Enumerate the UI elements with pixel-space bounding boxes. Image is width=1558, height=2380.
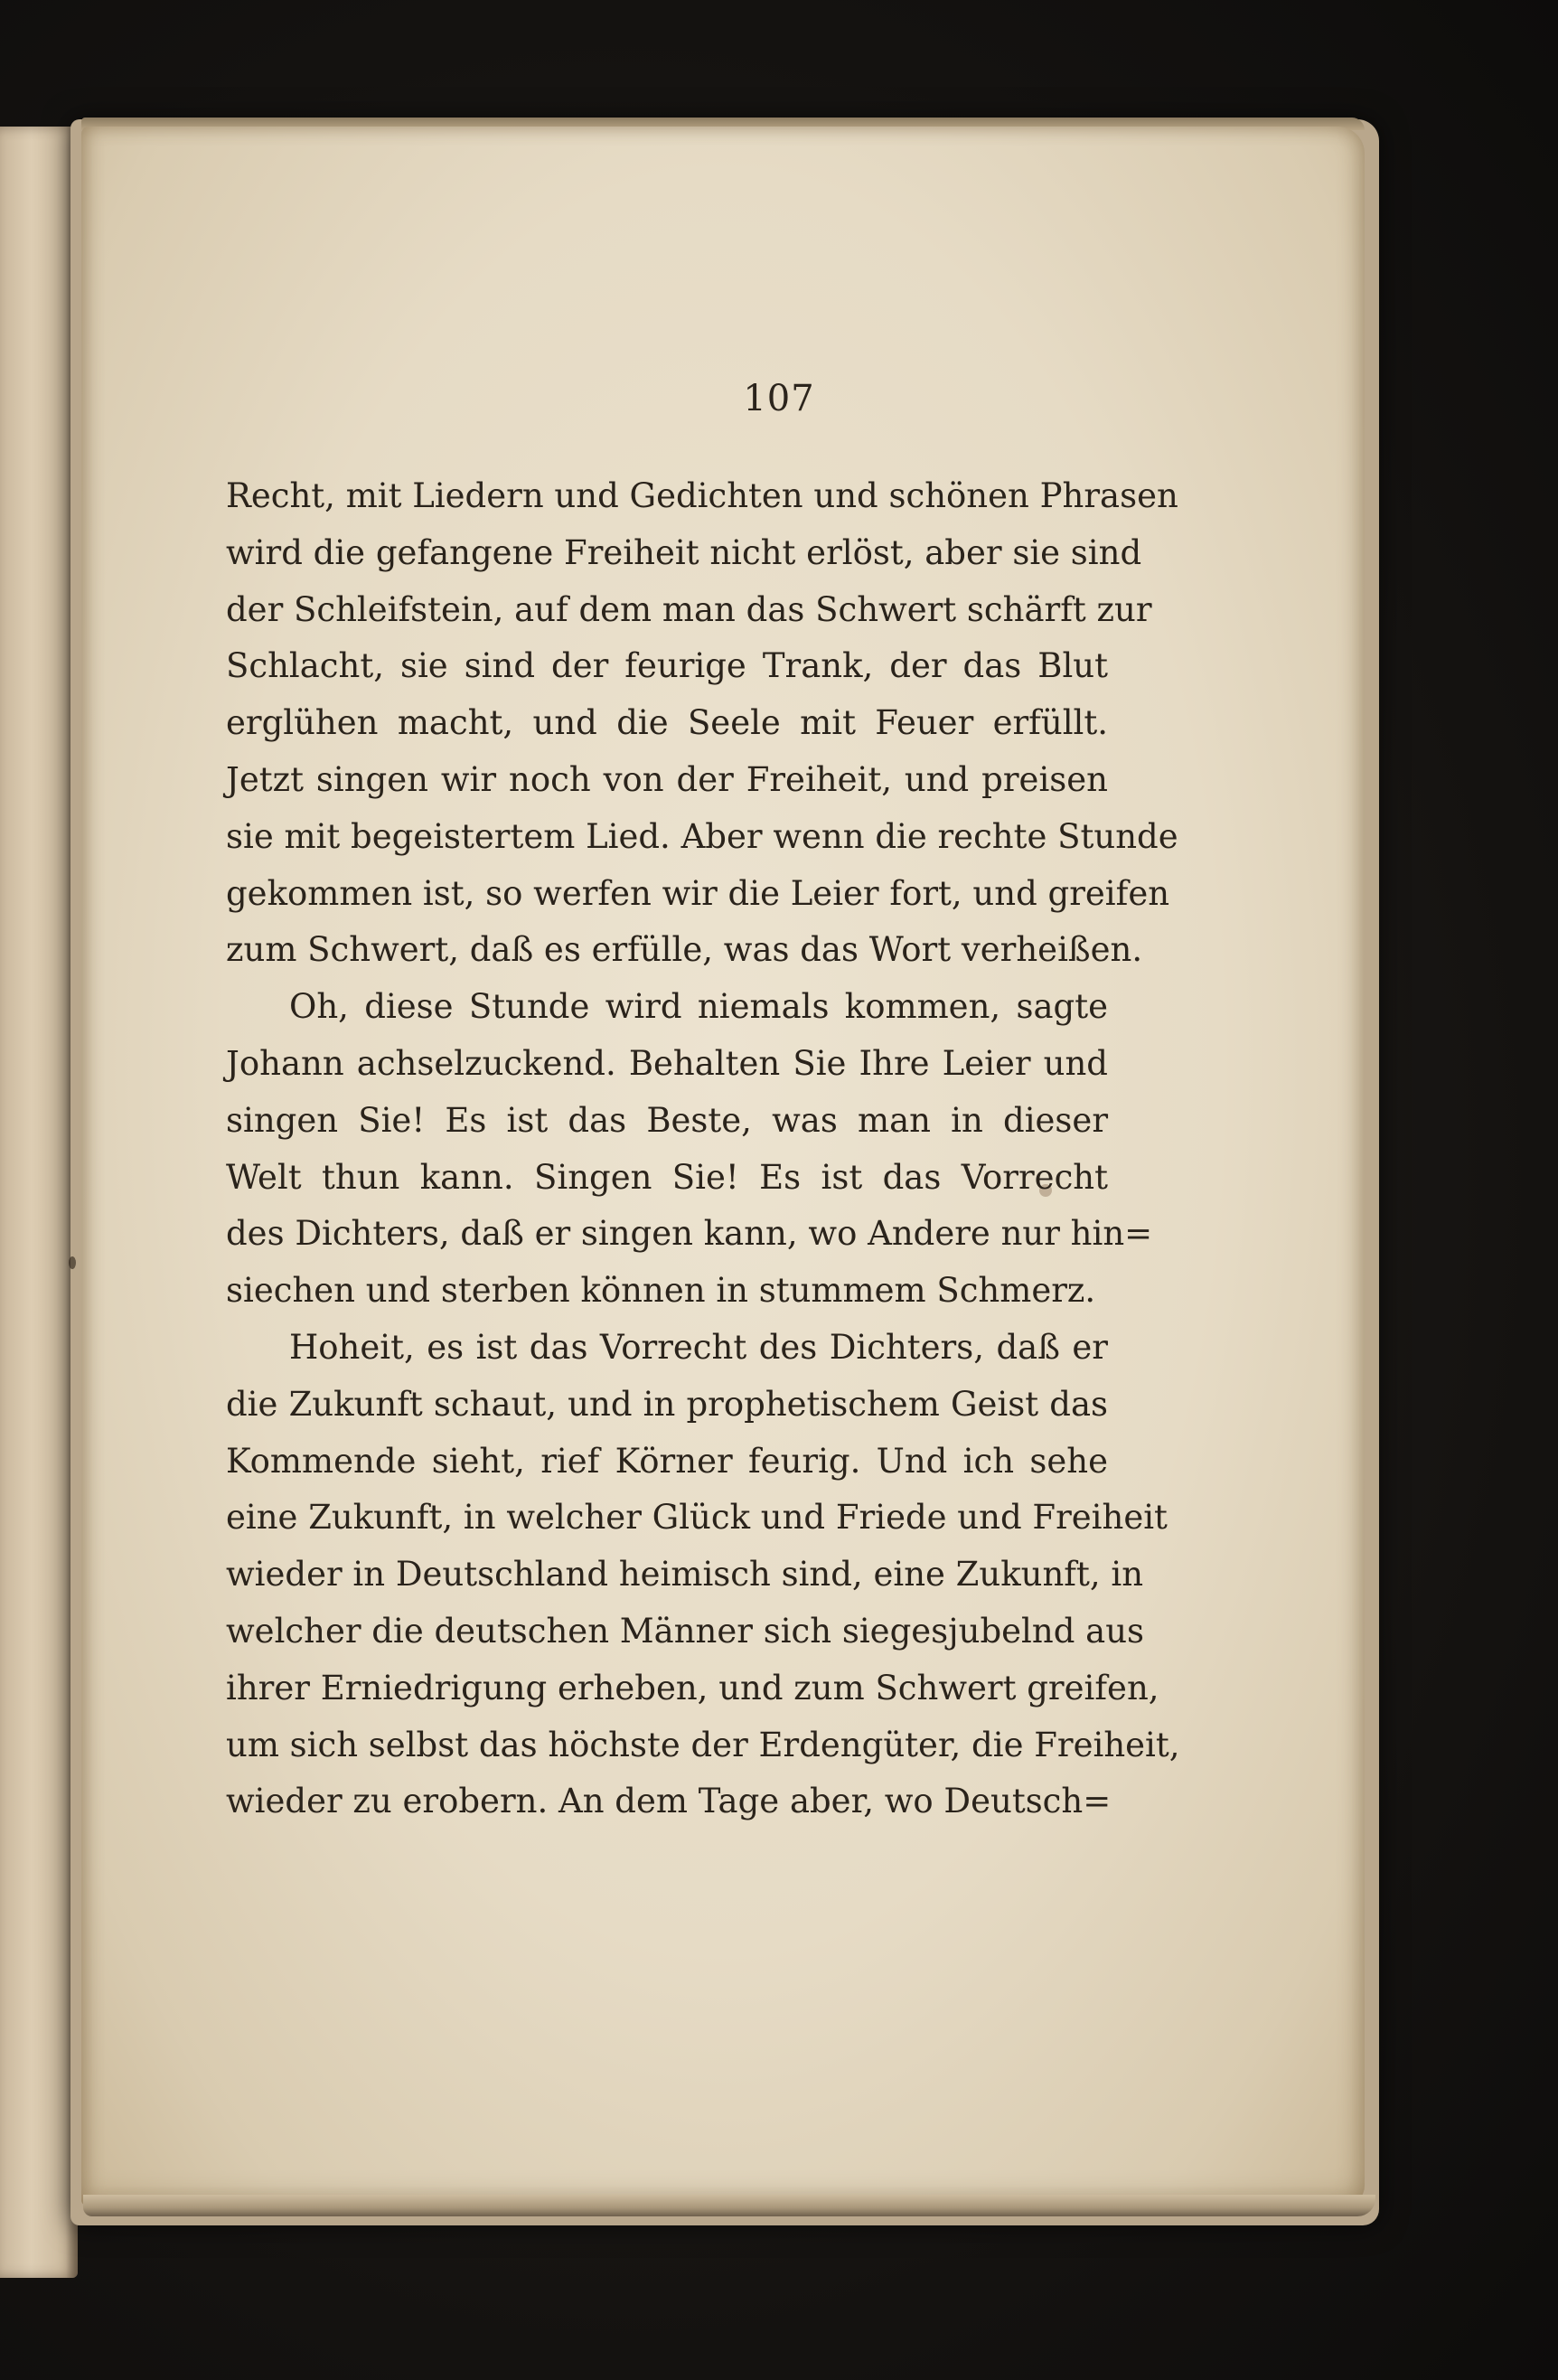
text-line: die Zukunft schaut, und in prophetischem Geist das: [226, 1384, 1108, 1424]
text-line: Johann achselzuckend. Behalten Sie Ihre Leier und: [226, 1043, 1108, 1083]
text-line: gekommen ist, so werfen wir die Leier fort, und greifen: [226, 873, 1170, 913]
page-number: 107: [743, 378, 815, 419]
text-line: Kommende sieht, rief Körner feurig. Und ich sehe: [226, 1441, 1108, 1481]
text-line: erglühen macht, und die Seele mit Feuer erfüllt.: [226, 703, 1108, 743]
text-line: wieder in Deutschland heimisch sind, eine Zukunft, in: [226, 1555, 1144, 1595]
text-line: singen Sie! Es ist das Beste, was man in dieser: [226, 1100, 1108, 1140]
text-line: siechen und sterben können in stummem Schmerz.: [226, 1271, 1096, 1311]
body-text: [226, 468, 1180, 1830]
text-line: Welt thun kann. Singen Sie! Es ist das Vorrecht: [226, 1157, 1108, 1197]
text-line: wieder zu erobern. An dem Tage aber, wo Deutsch=: [226, 1782, 1112, 1821]
text-line: Recht, mit Liedern und Gedichten und schönen Phrasen: [226, 476, 1178, 515]
text-line: eine Zukunft, in welcher Glück und Friede und Freiheit: [226, 1498, 1168, 1538]
text-line: des Dichters, daß er singen kann, wo Andere nur hin=: [226, 1214, 1153, 1254]
text-line: ihrer Erniedrigung erheben, und zum Schwert greifen,: [226, 1668, 1159, 1707]
text-line: zum Schwert, daß es erfülle, was das Wort verheißen.: [226, 930, 1143, 970]
text-line: sie mit begeistertem Lied. Aber wenn die rechte Stunde: [226, 816, 1178, 856]
previous-page-edge: [0, 127, 78, 2278]
page-bottom-edge: [83, 2195, 1375, 2216]
text-line: der Schleifstein, auf dem man das Schwert schärft zur: [226, 589, 1152, 629]
text-line: welcher die deutschen Männer sich siegesjubelnd aus: [226, 1611, 1145, 1651]
text-line: Jetzt singen wir noch von der Freiheit, und preisen: [226, 759, 1108, 799]
text-line: Oh, diese Stunde wird niemals kommen, sagte: [289, 987, 1108, 1027]
text-line: wird die gefangene Freiheit nicht erlöst, aber sie sind: [226, 532, 1142, 572]
paper-spot: [69, 1256, 76, 1269]
text-line: Schlacht, sie sind der feurige Trank, der das Blut: [226, 646, 1108, 686]
text-line: um sich selbst das höchste der Erdengüter, die Freiheit,: [226, 1725, 1180, 1764]
text-line: Hoheit, es ist das Vorrecht des Dichters, daß er: [289, 1327, 1108, 1367]
